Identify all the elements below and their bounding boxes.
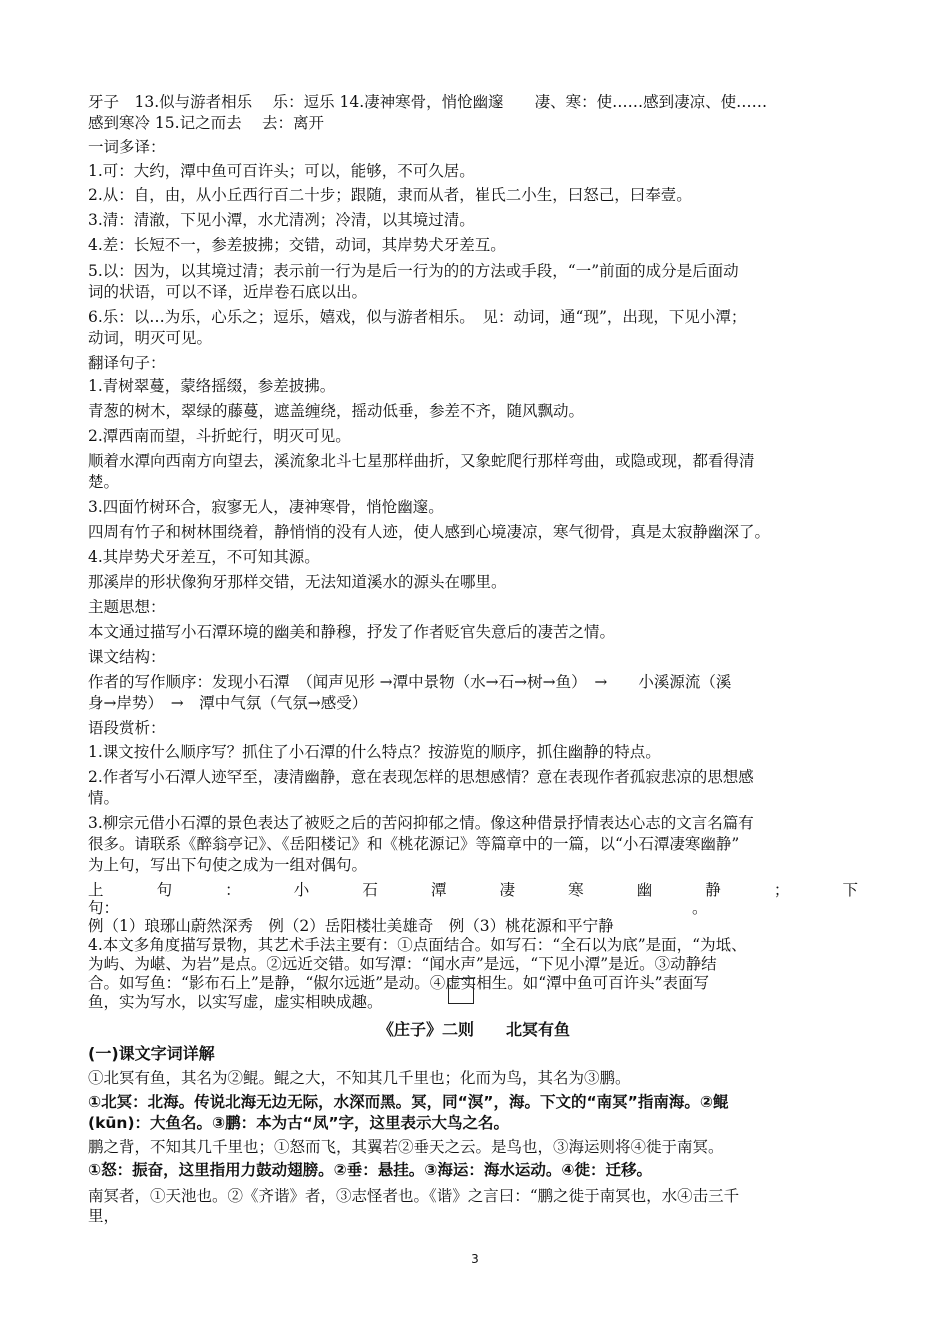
source-text-line: 南冥者，①天池也。②《齐谐》者，③志怪者也。《谐》之言曰：“鹏之徙于南冥也，水④击三千 bbox=[88, 1187, 739, 1207]
text-line: 2.从：自，由，从小丘西行百二十步；跟随，隶而从者，崔氏二小生，曰怒己，曰奉壹。 bbox=[88, 186, 692, 204]
text-line: 顺着水潭向西南方向望去，溪流象北斗七星那样曲折，又象蛇爬行那样弯曲，或隐或现，都看得清 bbox=[88, 452, 755, 470]
text-line: 2.作者写小石潭人迹罕至，凄清幽静，意在表现怎样的思想感情？意在表现作者孤寂悲凉的思想感 bbox=[88, 768, 754, 786]
text-line: 1.可：大约，潭中鱼可百许头；可以，能够，不可久居。 bbox=[88, 162, 475, 180]
text-line: 动词，明灭可见。 bbox=[88, 329, 213, 347]
text-line: 合。如写鱼：“影布石上”是静，“俶尔远逝”是动。④虚实相生。如“潭中鱼可百许头”表面写 bbox=[88, 974, 710, 992]
source-text-line: 鹏之背，不知其几千里也；①怒而飞，其翼若②垂天之云。是鸟也，③海运则将④徙于南冥。 bbox=[88, 1138, 724, 1158]
annotation-line: ①怒：振奋，这里指用力鼓动翅膀。②垂：悬挂。③海运：海水运动。④徙：迁移。 bbox=[88, 1161, 652, 1179]
annotation-line: ①北冥：北海。传说北海无边无际，水深而黑。冥，同“溟”，海。下文的“南冥”指南海。②鲲 bbox=[88, 1093, 729, 1111]
text-line: 四周有竹子和树林围绕着，静悄悄的没有人迹，使人感到心境凄凉，寒气彻骨，真是太寂静幽深了。 bbox=[88, 523, 771, 541]
text-line: 情。 bbox=[88, 789, 120, 807]
text-line: 身→岸势） → 潭中气氛（气氛→感受） bbox=[88, 694, 368, 712]
text-line: 那溪岸的形状像狗牙那样交错，无法知道溪水的源头在哪里。 bbox=[88, 573, 507, 591]
text-line: 2.潭西南而望，斗折蛇行，明灭可见。 bbox=[88, 427, 351, 445]
text-line: 6.乐：以…为乐，心乐之；逗乐，嬉戏，似与游者相乐。 见：动词，通“现”，出现，下见小潭； bbox=[88, 308, 747, 326]
section-label: 课文结构： bbox=[88, 648, 166, 666]
section-title: 《庄子》二则 北冥有鱼 bbox=[377, 1020, 570, 1039]
answer-blank-end: 。 bbox=[692, 899, 708, 917]
text-line: 1.青树翠蔓，蒙络摇缀，参差披拂。 bbox=[88, 377, 336, 395]
text-line: 4.差：长短不一，参差披拂；交错，动词，其岸势犬牙差互。 bbox=[88, 236, 506, 254]
annotation-line: (kūn)：大鱼名。③鹏：本为古“凤”字，这里表示大鸟之名。 bbox=[88, 1114, 510, 1132]
text-line: 1.课文按什么顺序写？抓住了小石潭的什么特点？按游览的顺序，抓住幽静的特点。 bbox=[88, 743, 661, 761]
text-line: 很多。请联系《醉翁亭记》、《岳阳楼记》和《桃花源记》等篇章中的一篇，以“小石潭凄寒幽静” bbox=[88, 835, 740, 853]
text-line: 青葱的树木，翠绿的藤蔓，遮盖缠绕，摇动低垂，参差不齐，随风飘动。 bbox=[88, 402, 585, 420]
answer-prompt-line: 句： bbox=[88, 899, 120, 917]
text-line: 楚。 bbox=[88, 473, 120, 491]
text-line: 感到寒冷 15.记之而去 去：离开 bbox=[88, 114, 325, 132]
section-label: 一词多译： bbox=[88, 138, 166, 156]
page-number: 3 bbox=[471, 1252, 479, 1266]
section-subhead: (一)课文字词详解 bbox=[88, 1044, 215, 1063]
section-label: 语段赏析： bbox=[88, 719, 166, 737]
text-line: 本文通过描写小石潭环境的幽美和静穆，抒发了作者贬官失意后的凄苦之情。 bbox=[88, 623, 616, 641]
answer-prompt-line: 上句：小石潭凄寒幽静；下 bbox=[88, 881, 860, 899]
text-line: 4.本文多角度描写景物，其艺术手法主要有：①点面结合。如写石：“全石以为底”是面，“为坻、 bbox=[88, 936, 747, 954]
text-line: 3.清：清澈，下见小潭，水尤清冽；冷清，以其境过清。 bbox=[88, 211, 475, 229]
source-text-line: ①北冥有鱼，其名为②鲲。鲲之大，不知其几千里也；化而为鸟，其名为③鹏。 bbox=[88, 1069, 631, 1089]
source-text-line: 里， bbox=[88, 1207, 119, 1227]
text-line: 为屿、为嵁、为岩”是点。②远近交错。如写潭：“闻水声”是远，“下见小潭”是近。③动静结 bbox=[88, 955, 717, 973]
text-line: 作者的写作顺序：发现小石潭 （闻声见形 →潭中景物（水→石→树→鱼） → 小溪源流（溪 bbox=[88, 673, 732, 691]
text-line: 3.柳宗元借小石潭的景色表达了被贬之后的苦闷抑郁之情。像这种借景抒情表达心志的文言名篇有 bbox=[88, 814, 754, 832]
section-label: 翻译句子： bbox=[88, 354, 166, 372]
text-line: 3.四面竹树环合，寂寥无人，凄神寒骨，悄怆幽邃。 bbox=[88, 498, 444, 516]
text-line: 4.其岸势犬牙差互，不可知其源。 bbox=[88, 548, 320, 566]
text-line: 5.以：因为，以其境过清；表示前一行为是后一行为的的方法或手段，“一”前面的成分是后面动 bbox=[88, 262, 739, 280]
section-label: 主题思想： bbox=[88, 598, 166, 616]
text-cursor-box[interactable] bbox=[448, 978, 474, 1004]
text-line: 鱼，实为写水，以实写虚，虚实相映成趣。 bbox=[88, 993, 383, 1011]
text-line: 为上句，写出下句使之成为一组对偶句。 bbox=[88, 856, 368, 874]
text-line: 牙子 13.似与游者相乐 乐：逗乐 14.凄神寒骨，悄怆幽邃 凄、寒：使……感到凄凉、使…… bbox=[88, 93, 768, 111]
text-line: 词的状语，可以不译，近岸卷石底以出。 bbox=[88, 283, 368, 301]
text-line: 例（1）琅琊山蔚然深秀 例（2）岳阳楼壮美雄奇 例（3）桃花源和平宁静 bbox=[88, 917, 614, 935]
